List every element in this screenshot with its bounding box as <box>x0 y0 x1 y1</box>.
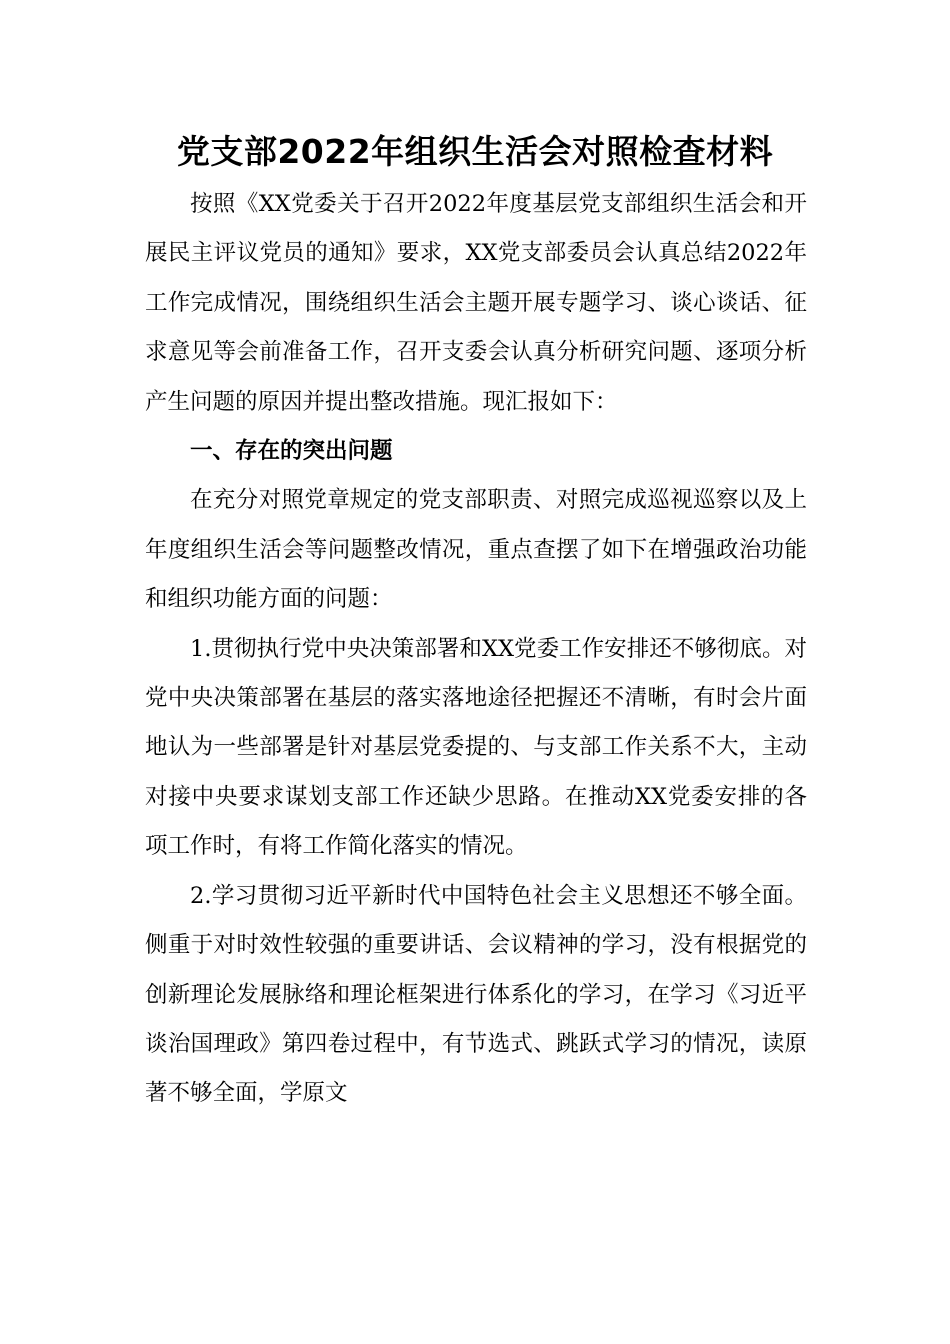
document-body <box>145 180 807 1119</box>
issue-paragraph-1: 1.贯彻执行党中央决策部署和XX党委工作安排还不够彻底。对党中央决策部署在基层的落实落地途径把握还不清晰，有时会片面地认为一些部署是针对基层党委提的、与支部工作关系不大，主动对接中央要求谋划支部工作还缺少思路。在推动XX党委安排的各项工作时，有将工作简化落实的情况。 <box>145 635 807 860</box>
section-heading: 一、存在的突出问题 <box>190 438 393 465</box>
section-intro-paragraph: 在充分对照党章规定的党支部职责、对照完成巡视巡察以及上年度组织生活会等问题整改情况，重点查摆了如下在增强政治功能和组织功能方面的问题： <box>145 487 807 613</box>
document-title: 党支部2022年组织生活会对照检查材料 <box>176 132 774 171</box>
intro-paragraph: 按照《XX党委关于召开2022年度基层党支部组织生活会和开展民主评议党员的通知》要求，XX党支部委员会认真总结2022年工作完成情况，围绕组织生活会主题开展专题学习、谈心谈话、征求意见等会前准备工作，召开支委会认真分析研究问题、逐项分析产生问题的原因并提出整改措施。现汇报如下： <box>145 191 807 415</box>
issue-paragraph-2: 2.学习贯彻习近平新时代中国特色社会主义思想还不够全面。侧重于对时效性较强的重要讲话、会议精神的学习，没有根据党的创新理论发展脉络和理论框架进行体系化的学习，在学习《习近平谈治国理政》第四卷过程中，有节选式、跳跃式学习的情况，读原著不够全面，学原文 <box>145 882 807 1107</box>
